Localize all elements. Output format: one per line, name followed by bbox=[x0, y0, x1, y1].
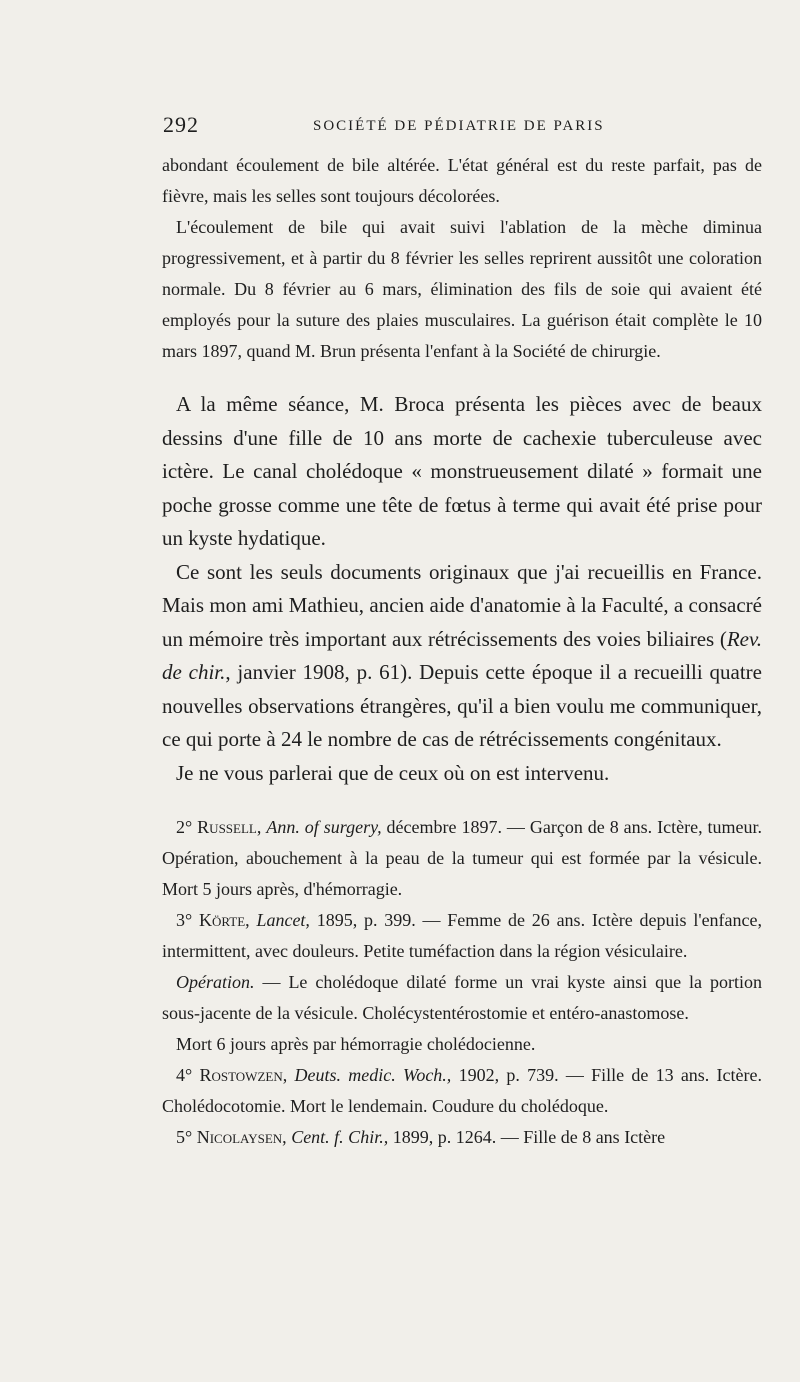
case-continuation bbox=[162, 150, 762, 367]
case-number: 3° bbox=[176, 910, 193, 930]
case-text: 1895, p. 399. — Femme de 26 ans. Ictère depuis l'enfance, intermittent, avec douleurs. Petite tuméfaction dans la région vésiculaire. bbox=[162, 910, 763, 961]
case-author: Nicolaysen, bbox=[196, 1127, 287, 1147]
case-text: décembre 1897. — Garçon de 8 ans. Ictère, tumeur. Opération, abouchement à la peau de la tumeur qui est formée par la vésicule. Mort 5 jours après, d'hémorragie. bbox=[162, 817, 763, 899]
paragraph-text: Ce sont les seuls documents originaux que j'ai recueillis en France. Mais mon ami Mathieu, ancien aide d'anatomie à la Faculté, a consacré un mémoire très important aux rétrécissements des voies biliaires ( bbox=[162, 559, 762, 651]
case-author: Rostowzen, bbox=[199, 1065, 288, 1085]
paragraph: L'écoulement de bile qui avait suivi l'ablation de la mèche diminua progressivement, et à partir du 8 février les selles reprirent aussitôt une coloration normale. Du 8 février au 6 mars, élimination des fils de soie qui avaient été employés pour la suture des plaies musculaires. La guérison était complète le 10 mars 1897, quand M. Brun présenta l'enfant à la Société de chirurgie. bbox=[162, 217, 762, 361]
case-entry: Mort 6 jours après par hémorragie cholédocienne. bbox=[176, 1034, 536, 1054]
case-journal: Deuts. medic. Woch., bbox=[294, 1065, 452, 1085]
case-journal: Cent. f. Chir., bbox=[291, 1127, 389, 1147]
case-author: Körte, bbox=[198, 910, 250, 930]
page-header bbox=[163, 112, 763, 142]
case-text: 1899, p. 1264. — Fille de 8 ans Ictère bbox=[388, 1127, 666, 1147]
case-label: Opération. bbox=[176, 972, 255, 992]
case-entry bbox=[162, 812, 762, 905]
paragraph: A la même séance, M. Broca présenta les pièces avec de beaux dessins d'une fille de 10 ans morte de cachexie tuberculeuse avec ictère. Le canal cholédoque « monstrueusement dilaté » formait une poche grosse comme une tête de fœtus à terme qui avait été prise pour un kyste hydatique. bbox=[162, 392, 762, 550]
paragraph bbox=[162, 556, 762, 757]
journal-reference: Rev. de chir. bbox=[162, 626, 762, 684]
running-title: SOCIÉTÉ DE PÉDIATRIE DE PARIS bbox=[313, 118, 605, 134]
main-text bbox=[162, 388, 762, 790]
page-number: 292 bbox=[163, 112, 199, 137]
paragraph-text: , janvier 1908, p. 61). Depuis cette époque il a recueilli quatre nouvelles observations étrangères, qu'il a bien voulu me communiquer, ce qui porte à 24 le nombre de cas de rétrécissements congénitaux. bbox=[162, 660, 762, 751]
case-author: Russell, bbox=[197, 817, 262, 837]
case-journal: Lancet, bbox=[256, 910, 310, 930]
paragraph: Je ne vous parlerai que de ceux où on est intervenu. bbox=[176, 760, 610, 785]
case-entry bbox=[162, 905, 762, 967]
case-journal: Ann. of surgery, bbox=[266, 817, 382, 837]
paragraph: abondant écoulement de bile altérée. L'état général est du reste parfait, pas de fièvre, mais les selles sont toujours décolorées. bbox=[162, 155, 762, 206]
case-list bbox=[162, 812, 762, 1153]
case-entry bbox=[162, 1122, 762, 1153]
case-text: — Le cholédoque dilaté forme un vrai kyste ainsi que la portion sous-jacente de la vésicule. Cholécystentérostomie et entéro-anastomose. bbox=[162, 972, 762, 1023]
case-text: 1902, p. 739. — Fille de 13 ans. Ictère. Cholédocotomie. Mort le lendemain. Coudure du cholédoque. bbox=[162, 1065, 763, 1116]
case-number: 4° bbox=[176, 1065, 193, 1085]
case-number: 2° bbox=[176, 817, 193, 837]
case-entry bbox=[162, 967, 762, 1029]
case-entry bbox=[162, 1060, 762, 1122]
page-body bbox=[162, 150, 762, 1153]
case-number: 5° bbox=[176, 1127, 193, 1147]
